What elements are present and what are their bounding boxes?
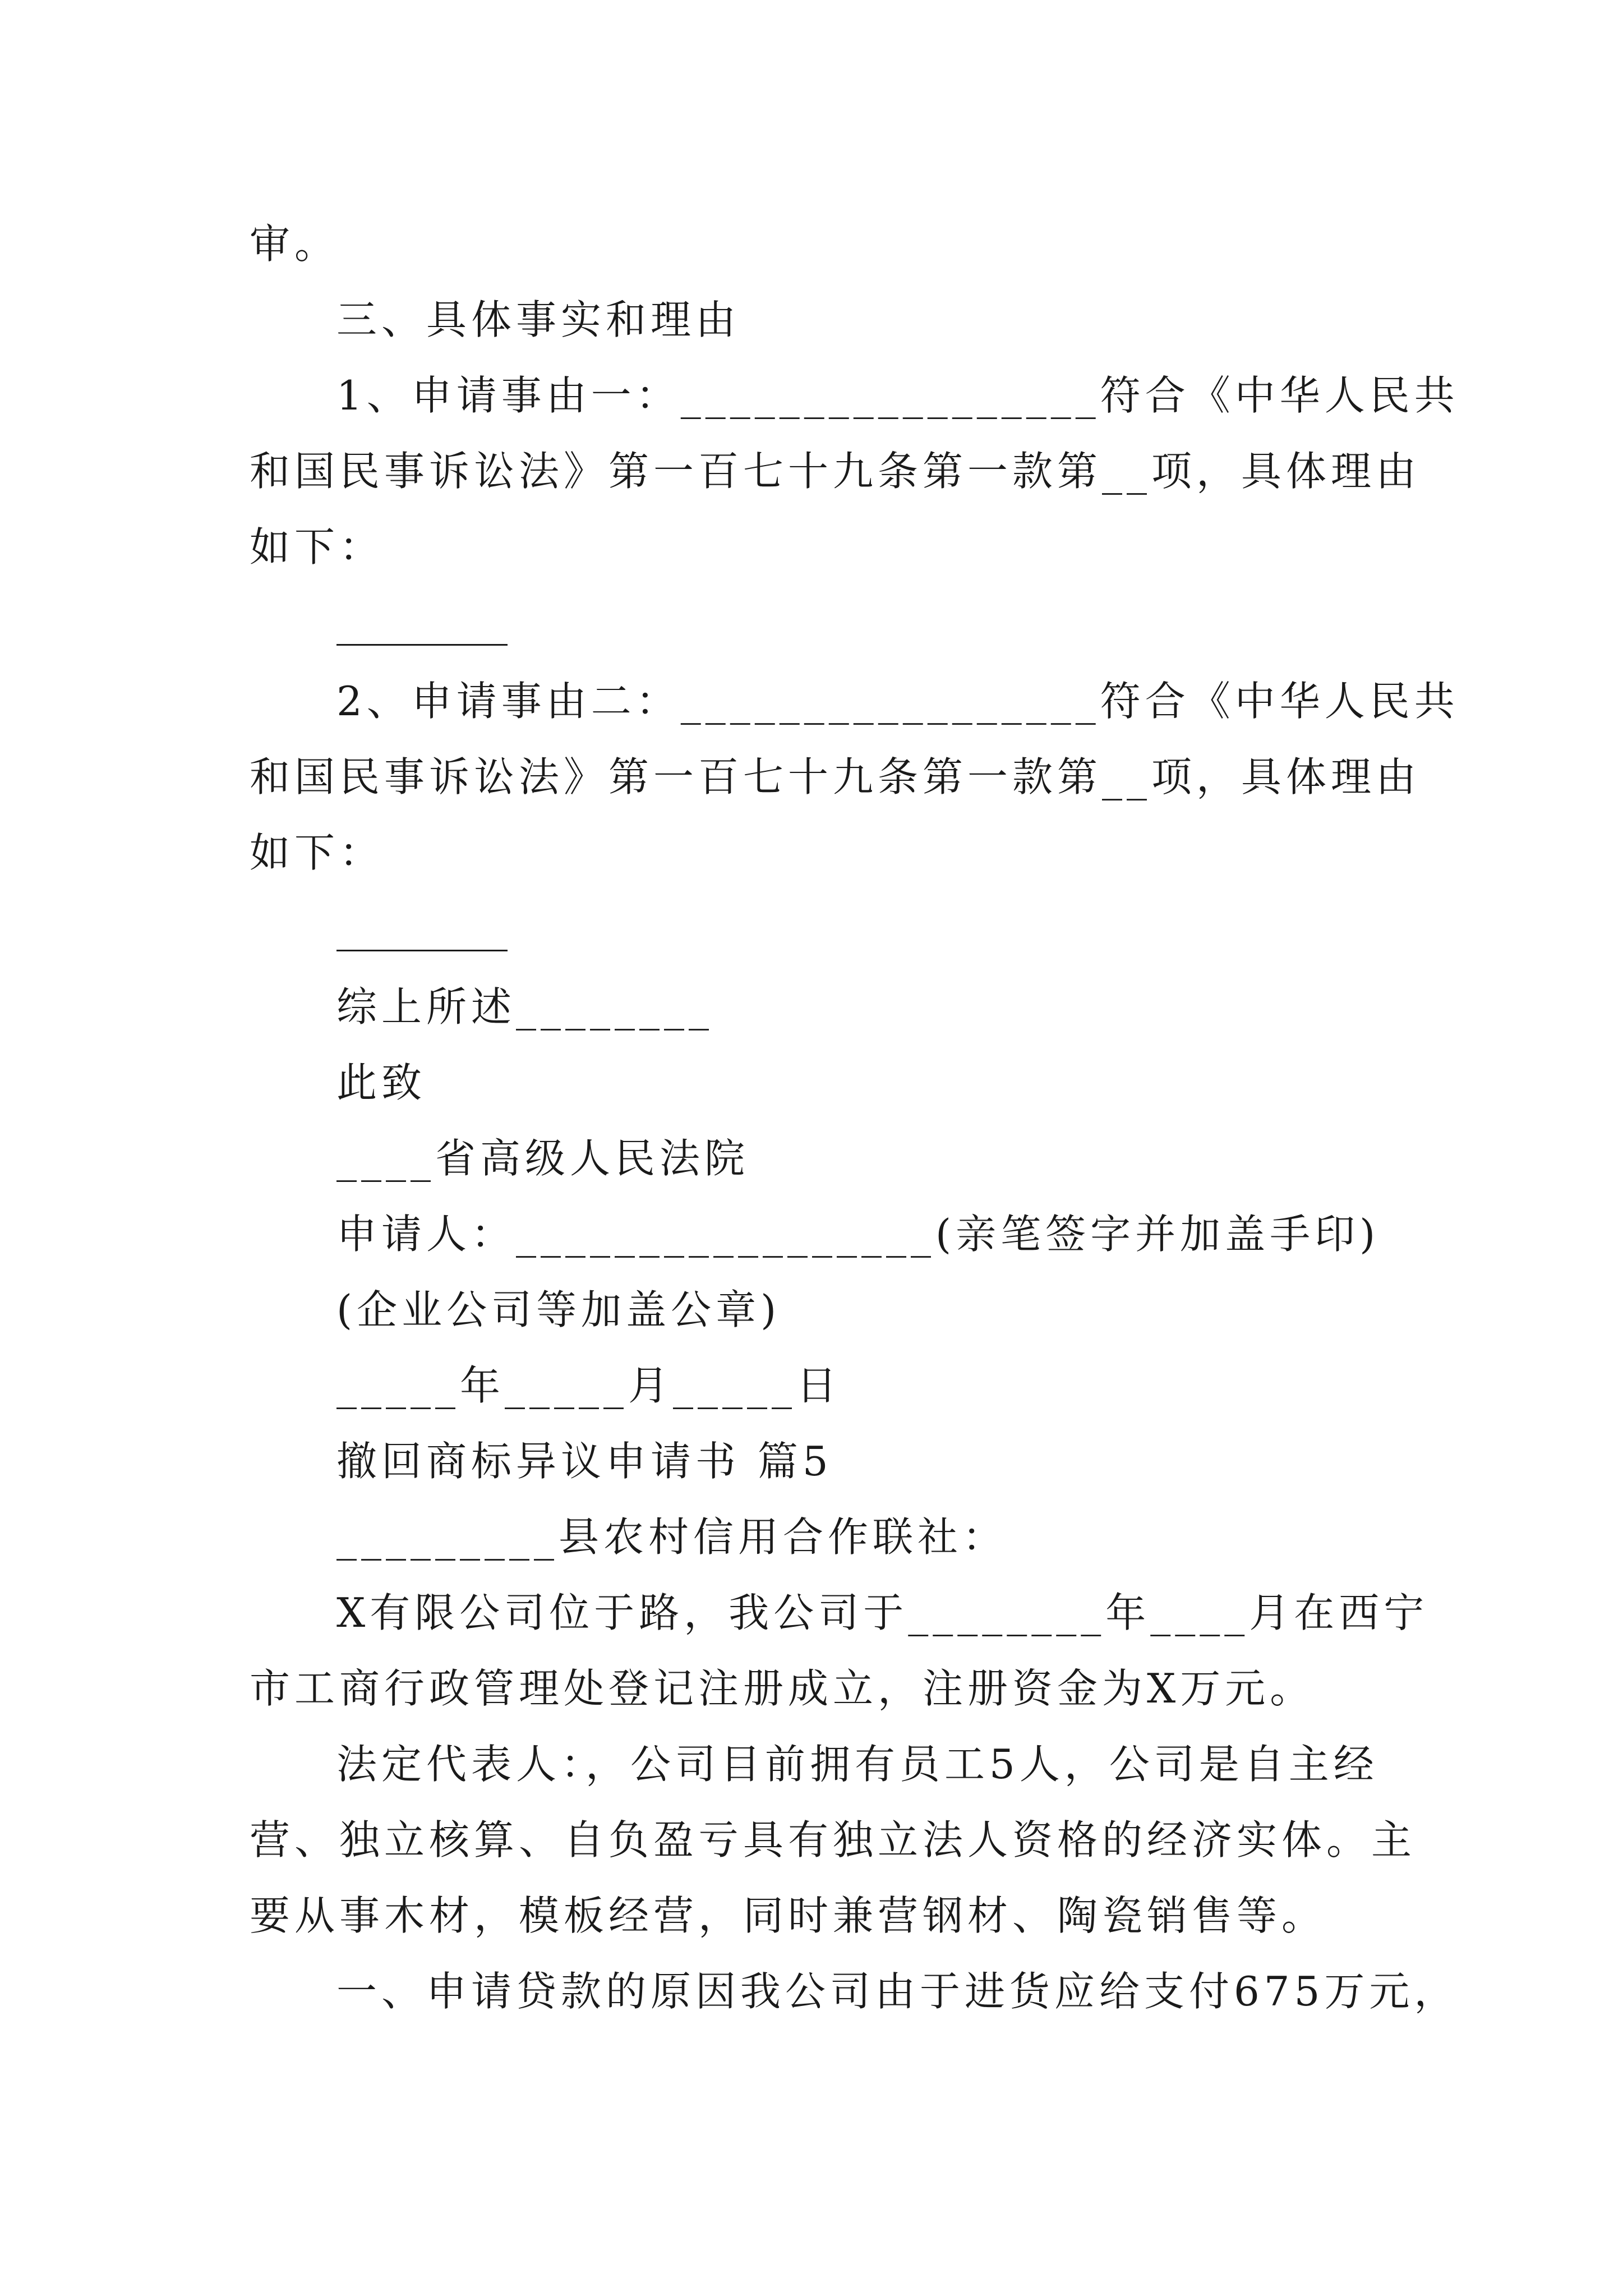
text-line: (企业公司等加盖公章) (336, 1286, 781, 1333)
text-line: 和国民事诉讼法》第一百七十九条第一款第__项，具体理由 (250, 448, 1421, 495)
text-line: 综上所述________ (336, 983, 714, 1030)
text-line: 如下： (250, 829, 385, 876)
text-line: 法定代表人：，公司目前拥有员工5人，公司是自主经 (336, 1741, 1378, 1788)
text-line: 此致 (336, 1059, 427, 1106)
text-line: _________县农村信用合作联社： (336, 1513, 1008, 1561)
text-line: 1、申请事由一：_________________符合《中华人民共 (336, 372, 1459, 419)
text-line: 一、申请贷款的原因我公司由于进货应给支付675万元， (336, 1968, 1459, 2015)
text-line: 营、独立核算、自负盈亏具有独立法人资格的经济实体。主 (250, 1816, 1417, 1864)
section-heading: 三、具体事实和理由 (336, 296, 741, 343)
text-line: 审。 (250, 220, 340, 268)
text-line: 2、申请事由二：_________________符合《中华人民共 (336, 678, 1459, 725)
text-line: 市工商行政管理处登记注册成立，注册资金为X万元。 (250, 1665, 1315, 1712)
blank-line (336, 644, 508, 646)
date-line: _____年_____月_____日 (336, 1362, 841, 1409)
section-heading: 撤回商标异议申请书 篇5 (336, 1438, 833, 1485)
text-line: 要从事木材，模板经营，同时兼营钢材、陶瓷销售等。 (250, 1892, 1327, 1939)
blank-line (336, 950, 508, 951)
text-line: 和国民事诉讼法》第一百七十九条第一款第__项，具体理由 (250, 753, 1421, 800)
text-line: 申请人：_________________(亲笔签字并加盖手印) (336, 1211, 1380, 1258)
text-line: ____省高级人民法院 (336, 1135, 750, 1182)
text-line: X有限公司位于路，我公司于________年____月在西宁 (336, 1589, 1429, 1636)
text-line: 如下： (250, 523, 385, 570)
